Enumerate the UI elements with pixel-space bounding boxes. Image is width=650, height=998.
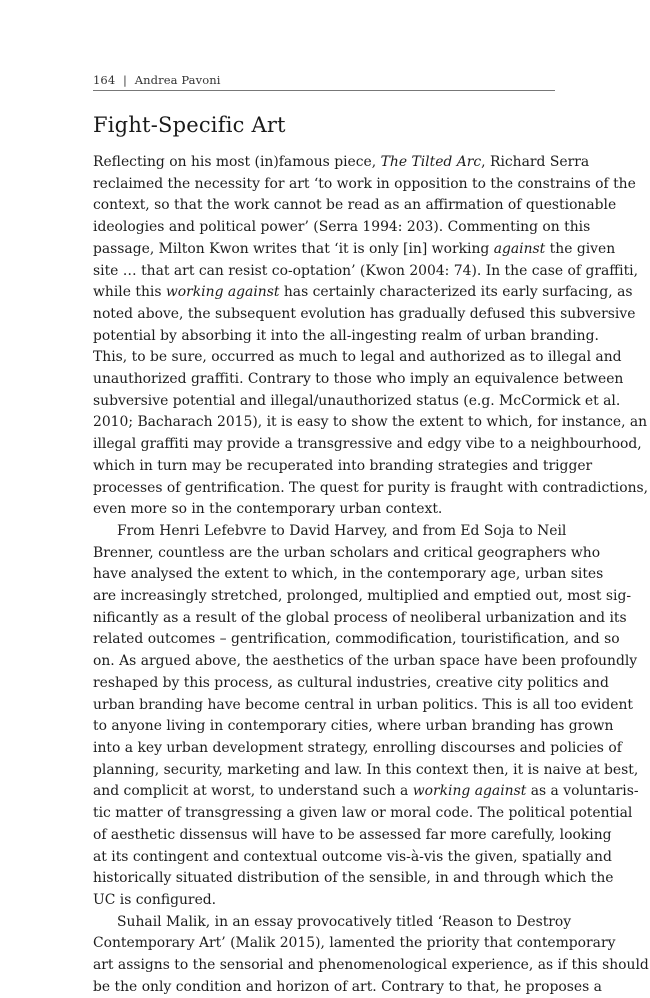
text-run: Reflecting on his most (in)famous piece,: [93, 154, 381, 170]
text-run: and complicit at worst, to understand such a: [93, 783, 413, 800]
italic-phrase: working against: [412, 783, 527, 800]
text-run: are increasingly stretched, prolonged, multiplied and emptied out, most sig-: [93, 588, 632, 605]
text-run: art assigns to the sensorial and phenomenological experience, as if this should: [93, 957, 649, 974]
text-run: which in turn may be recuperated into branding strategies and trigger: [93, 457, 593, 474]
text-line: [93, 217, 591, 239]
text-run: 2010; Bacharach 2015), it is easy to show the extent to which, for instance, an: [93, 414, 648, 431]
text-line: [93, 608, 627, 630]
text-run: into a key urban development strategy, enrolling discourses and policies of: [93, 739, 622, 756]
italic-phrase: The Tilted Arc: [380, 154, 482, 170]
paragraph: [93, 912, 649, 998]
text-run: tic matter of transgressing a given law or moral code. The political potential: [93, 805, 633, 822]
text-run: be the only condition and horizon of art. Contrary to that, he proposes a: [93, 978, 602, 995]
text-line: [93, 478, 649, 500]
text-line: [93, 977, 602, 998]
running-head-author: Andrea Pavoni: [134, 73, 221, 87]
text-run: site … that art can resist co-optation’ (Kwon 2004: 74). In the case of graffiti,: [93, 262, 639, 279]
text-run: have analysed the extent to which, in the contemporary age, urban sites: [93, 566, 604, 583]
text-run: , Richard Serra: [481, 154, 590, 170]
text-run: Contemporary Art’ (Malik 2015), lamented the priority that contemporary: [93, 935, 616, 952]
text-line: [93, 195, 617, 217]
text-run: context, so that the work cannot be read as an affirmation of questionable: [93, 197, 617, 214]
body-text: [93, 152, 649, 998]
paragraph: [93, 152, 649, 521]
text-run: related outcomes – gentrification, commodification, touristification, and so: [93, 631, 620, 648]
text-run: UC is configured.: [93, 891, 217, 908]
text-line: [93, 912, 572, 934]
italic-phrase: working against: [165, 284, 280, 301]
text-line: [93, 304, 636, 326]
text-run: Suhail Malik, in an essay provocatively titled ‘Reason to Destroy: [117, 913, 572, 930]
text-run: unauthorized graffiti. Contrary to those who imply an equivalence between: [93, 371, 624, 388]
text-line: [93, 282, 633, 304]
text-run: illegal graffiti may provide a transgressive and edgy vibe to a neighbourhood,: [93, 436, 642, 453]
text-line: [93, 239, 616, 261]
paragraph: [93, 521, 639, 912]
header-rule: [93, 90, 555, 91]
text-line: [93, 456, 593, 478]
text-line: [93, 152, 590, 174]
text-run: nificantly as a result of the global process of neoliberal urbanization and its: [93, 609, 627, 626]
text-run: ideologies and political power’ (Serra 1994: 203). Commenting on this: [93, 219, 591, 236]
text-line: [93, 803, 633, 825]
text-run: has certainly characterized its early surfacing, as: [279, 284, 633, 301]
text-line: [93, 499, 555, 521]
section-heading: Fight-Specific Art: [93, 113, 286, 137]
text-run: historically situated distribution of the sensible, in and through which the: [93, 870, 614, 887]
text-line: [93, 564, 604, 586]
text-line: [93, 543, 601, 565]
text-line: [93, 651, 638, 673]
running-head: [93, 73, 555, 87]
text-run: on. As argued above, the aesthetics of the urban space have been profoundly: [93, 653, 638, 670]
running-head-separator: |: [123, 73, 127, 87]
page-number: 164: [93, 73, 116, 87]
text-run: noted above, the subsequent evolution has gradually defused this subversive: [93, 305, 636, 322]
text-run: at its contingent and contextual outcome vis-à-vis the given, spatially and: [93, 848, 612, 865]
text-line: [93, 521, 567, 543]
text-line: [93, 847, 612, 869]
text-run: even more so in the contemporary urban context.: [93, 501, 443, 518]
text-run: urban branding have become central in urban politics. This is all too evident: [93, 696, 634, 713]
text-run: From Henri Lefebvre to David Harvey, and from Ed Soja to Neil: [117, 522, 567, 539]
text-line: [93, 933, 616, 955]
text-run: passage, Milton Kwon writes that ‘it is only [in] working: [93, 240, 494, 257]
text-run: to anyone living in contemporary cities, where urban branding has grown: [93, 718, 614, 735]
text-line: [93, 890, 555, 912]
italic-phrase: against: [493, 240, 546, 257]
text-run: reshaped by this process, as cultural industries, creative city politics and: [93, 674, 609, 691]
text-run: the given: [545, 240, 616, 257]
text-line: [93, 369, 624, 391]
text-line: [93, 391, 621, 413]
text-line: [93, 738, 622, 760]
text-run: processes of gentrification. The quest for purity is fraught with contradictions,: [93, 479, 649, 496]
text-line: [93, 868, 614, 890]
text-line: [93, 326, 599, 348]
text-line: [93, 673, 609, 695]
text-line: [93, 174, 636, 196]
text-run: while this: [93, 284, 166, 301]
text-run: of aesthetic dissensus will have to be assessed far more carefully, looking: [93, 826, 612, 843]
text-line: [93, 629, 620, 651]
text-line: [93, 695, 634, 717]
text-line: [93, 781, 639, 803]
text-run: This, to be sure, occurred as much to legal and authorized as to illegal and: [93, 349, 622, 366]
text-run: potential by absorbing it into the all-ingesting realm of urban branding.: [93, 327, 599, 344]
text-run: as a voluntaris-: [526, 783, 639, 800]
text-run: subversive potential and illegal/unauthorized status (e.g. McCormick et al.: [93, 392, 621, 409]
text-line: [93, 716, 614, 738]
text-run: Brenner, countless are the urban scholars and critical geographers who: [93, 544, 601, 561]
text-run: reclaimed the necessity for art ‘to work in opposition to the constrains of the: [93, 175, 636, 192]
text-line: [93, 586, 632, 608]
text-line: [93, 412, 648, 434]
text-line: [93, 760, 639, 782]
text-line: [93, 825, 612, 847]
text-line: [93, 434, 642, 456]
text-line: [93, 347, 622, 369]
text-line: [93, 955, 649, 977]
text-run: planning, security, marketing and law. In this context then, it is naive at best,: [93, 761, 639, 778]
text-line: [93, 261, 639, 283]
